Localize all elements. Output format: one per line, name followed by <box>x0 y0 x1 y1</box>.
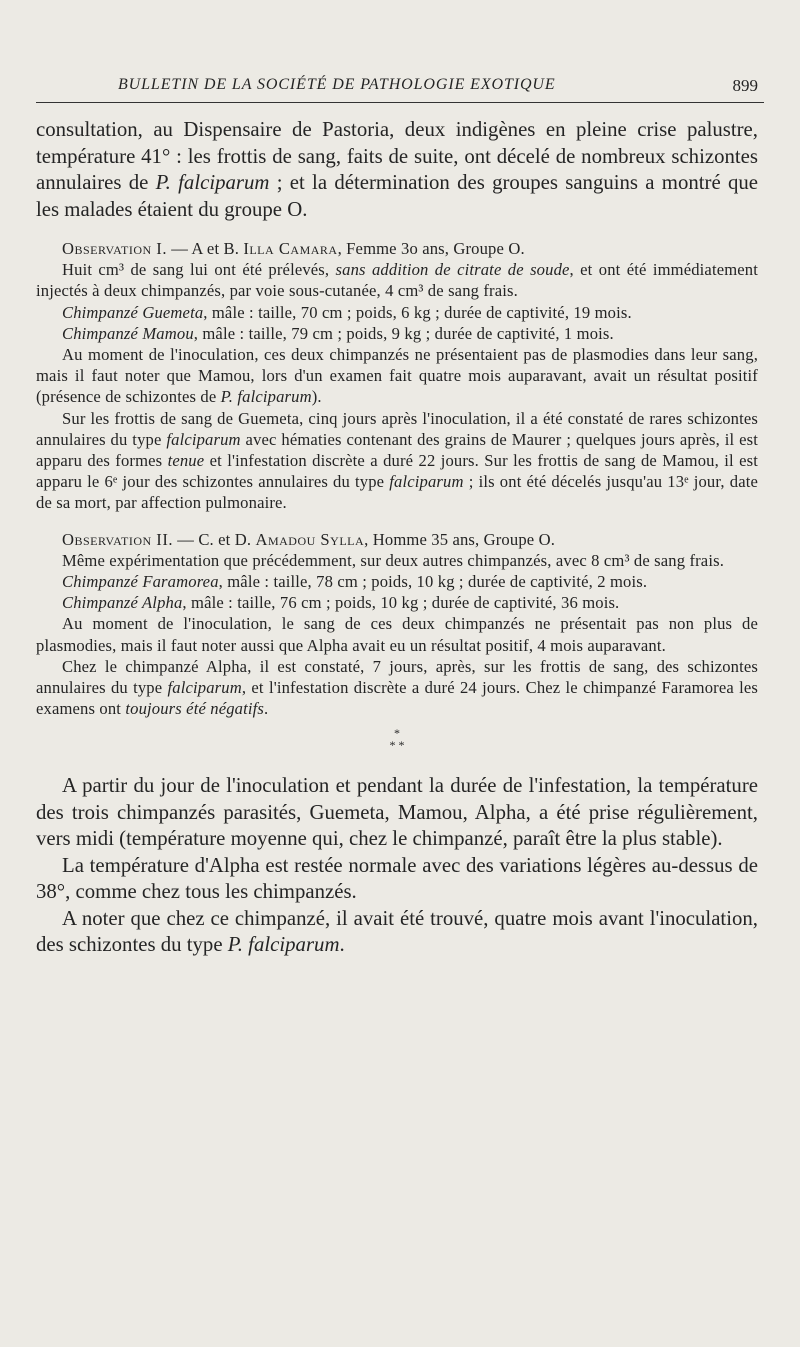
observation-1-heading: Observation I. — A et B. Illa Camara, Femme 3o ans, Groupe O. <box>62 239 525 258</box>
observation-1-inoculation: Au moment de l'inoculation, ces deux chimpanzés ne présentaient pas de plasmodies dans leur sang, mais il faut noter que Mamou, lors d'un examen fait quatre mois auparavant, avait un résultat positif (présence de schizontes de P. falciparum). <box>36 345 758 407</box>
running-title: BULLETIN DE LA SOCIÉTÉ DE PATHOLOGIE EXOTIQUE <box>118 76 556 93</box>
observation-1-chimp-mamou: Chimpanzé Mamou, mâle : taille, 79 cm ; poids, 9 kg ; durée de captivité, 1 mois. <box>62 323 614 343</box>
observation-1-chimp-guemeta: Chimpanzé Guemeta, mâle : taille, 70 cm ; poids, 6 kg ; durée de captivité, 19 mois. <box>62 302 632 322</box>
observation-2-sampling: Même expérimentation que précédemment, sur deux autres chimpanzés, avec 8 cm³ de sang frais. <box>62 550 724 570</box>
observation-2-chimp-alpha: Chimpanzé Alpha, mâle : taille, 76 cm ; poids, 10 kg ; durée de captivité, 36 mois. <box>62 593 620 613</box>
observation-2-inoculation: Au moment de l'inoculation, le sang de ces deux chimpanzés ne présentait pas non plus de plasmodies, mais il faut noter aussi que Alpha avait eu un résultat positif, 4 mois auparavant. <box>36 614 758 655</box>
observation-2-chimp-faramorea: Chimpanzé Faramorea, mâle : taille, 78 cm ; poids, 10 kg ; durée de captivité, 2 mois. <box>62 572 648 592</box>
observation-2-results: Chez le chimpanzé Alpha, il est constaté, 7 jours, après, sur les frottis de sang, des schizontes annulaires du type falciparum, et l'infestation discrète a duré 24 jours. Chez le chimpanzé Faramorea les examens ont toujours été négatifs. <box>36 656 758 719</box>
observation-2-heading: Observation II. — C. et D. Amadou Sylla, Homme 35 ans, Groupe O. <box>62 529 556 549</box>
article-body <box>36 117 758 959</box>
page-number: 899 <box>732 76 758 95</box>
conclusion-paragraph-3: A noter que chez ce chimpanzé, il avait été trouvé, quatre mois avant l'inoculation, des schizontes du type P. falciparum. <box>36 906 758 957</box>
page-header <box>36 72 764 103</box>
section-separator-asterism: * * * <box>389 726 405 753</box>
observation-1-sampling: Huit cm³ de sang lui ont été prélevés, sans addition de citrate de soude, et ont été immédiatement injectés à deux chimpanzés, par voie sous-cutanée, 4 cm³ de sang frais. <box>36 260 758 301</box>
conclusion-paragraph-1: A partir du jour de l'inoculation et pendant la durée de l'infestation, la température des trois chimpanzés parasités, Guemeta, Mamou, Alpha, a été prise régulièrement, vers midi (température moyenne qui, chez le chimpanzé, paraît être la plus stable). <box>36 774 758 851</box>
observation-1-results: Sur les frottis de sang de Guemeta, cinq jours après l'inoculation, il a été constaté de rares schizontes annulaires du type falciparum avec hématies contenant des grains de Maurer ; quelques jours après, il est apparu des formes tenue et l'infestation discrète a duré 22 jours. Sur les frottis de sang de Mamou, il est apparu le 6ᵉ jour des schizontes annulaires du type falciparum ; ils ont été décelés jusqu'au 13ᵉ jour, date de sa mort, par affection pulmonaire. <box>36 408 759 513</box>
paragraph-intro: consultation, au Dispensaire de Pastoria, deux indigènes en pleine crise palustre, température 41° : les frottis de sang, faits de suite, ont décelé de nombreux schizontes annulaires de P. falciparum ; et la détermination des groupes sanguins a montré que les malades étaient du groupe O. <box>36 118 759 221</box>
conclusion-paragraph-2: La température d'Alpha est restée normale avec des variations légères au-dessus de 38°, comme chez tous les chimpanzés. <box>36 853 758 904</box>
